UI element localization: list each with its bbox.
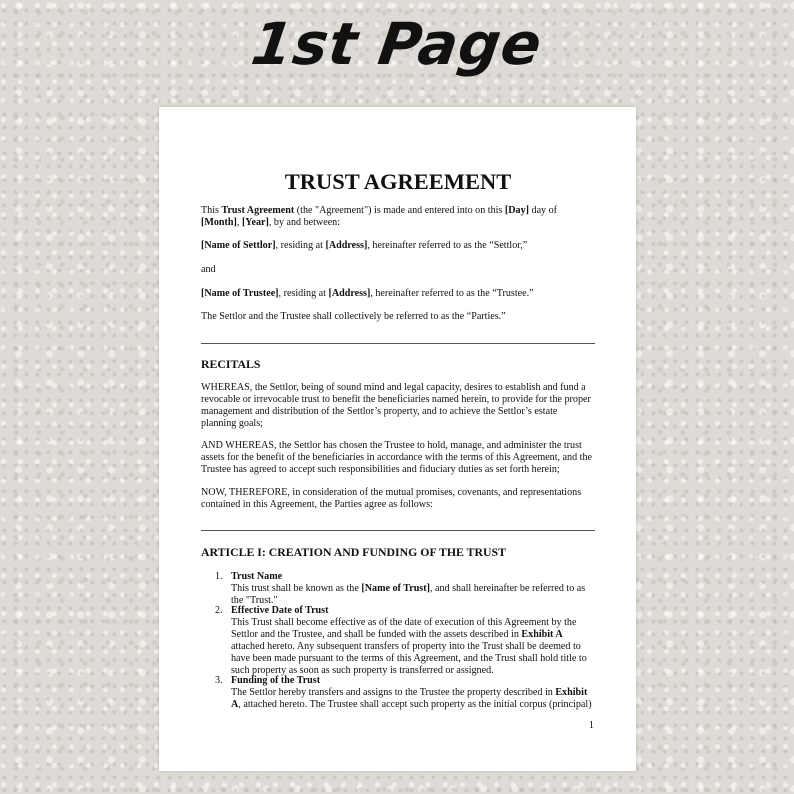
page-number: 1 (588, 720, 594, 731)
list-item-title: Effective Date of Trust (231, 605, 329, 616)
intro-paragraph: This Trust Agreement (the "Agreement") is made and entered into on this [Day] day of [Month], [Year], by and between: (201, 205, 558, 228)
list-item: 1. Trust Name This trust shall be known as the [Name of Trust], and shall hereinafter be referred to as the "Trust." (231, 571, 595, 607)
page-banner: 1st Page (247, 10, 547, 78)
document-title: TRUST AGREEMENT (284, 169, 512, 194)
divider (201, 530, 595, 531)
list-item-number: 2. (215, 605, 223, 616)
article-1-heading: ARTICLE I: CREATION AND FUNDING OF THE TRUST (201, 545, 506, 559)
whereas-paragraph-2: AND WHEREAS, the Settlor has chosen the Trustee to hold, manage, and administer the trust assets for the benefit of the beneficiaries in accordance with the terms of this Agreement, and the Trustee has agreed to accept such responsibilities and fiduciary duties as set forth herein; (201, 440, 592, 475)
list-item-number: 3. (215, 675, 223, 686)
list-item-title: Funding of the Trust (231, 675, 321, 686)
settlor-paragraph: [Name of Settlor], residing at [Address], hereinafter referred to as the “Settlor,” (201, 240, 528, 251)
and-line: and (201, 264, 216, 275)
document-page (159, 107, 636, 771)
recitals-heading: RECITALS (201, 357, 261, 371)
list-item: 3. Funding of the Trust The Settlor hereby transfers and assigns to the Trustee the property described in Exhibit A, attached hereto. The Trustee shall accept such property as the initial corpus (principal) (231, 675, 595, 711)
whereas-paragraph-1: WHEREAS, the Settlor, being of sound mind and legal capacity, desires to establish and fund a revocable or irrevocable trust to benefit the beneficiaries named herein, to provide for the proper management and distribution of the Settlor’s property, and to achieve the Settlor’s estate planning goals; (201, 382, 591, 429)
now-therefore-paragraph: NOW, THEREFORE, in consideration of the mutual promises, covenants, and representations contained in this Agreement, the Parties agree as follows: (201, 487, 582, 510)
list-item-title: Trust Name (231, 571, 283, 582)
trustee-paragraph: [Name of Trustee], residing at [Address], hereinafter referred to as the “Trustee.” (201, 288, 534, 299)
divider (201, 343, 595, 344)
list-item: 2. Effective Date of Trust This Trust shall become effective as of the date of execution of this Agreement by the Settlor and the Trustee, and shall be funded with the assets described in Exhibit A attached hereto. Any subsequent transfers of property into the Trust shall be deemed to have been made pursuant to the terms of this Agreement, and the Trust shall hold title to such property as soon as such property is transferred or assigned. (231, 605, 595, 676)
list-item-number: 1. (215, 571, 223, 582)
parties-paragraph: The Settlor and the Trustee shall collectively be referred to as the “Parties.” (201, 311, 506, 322)
